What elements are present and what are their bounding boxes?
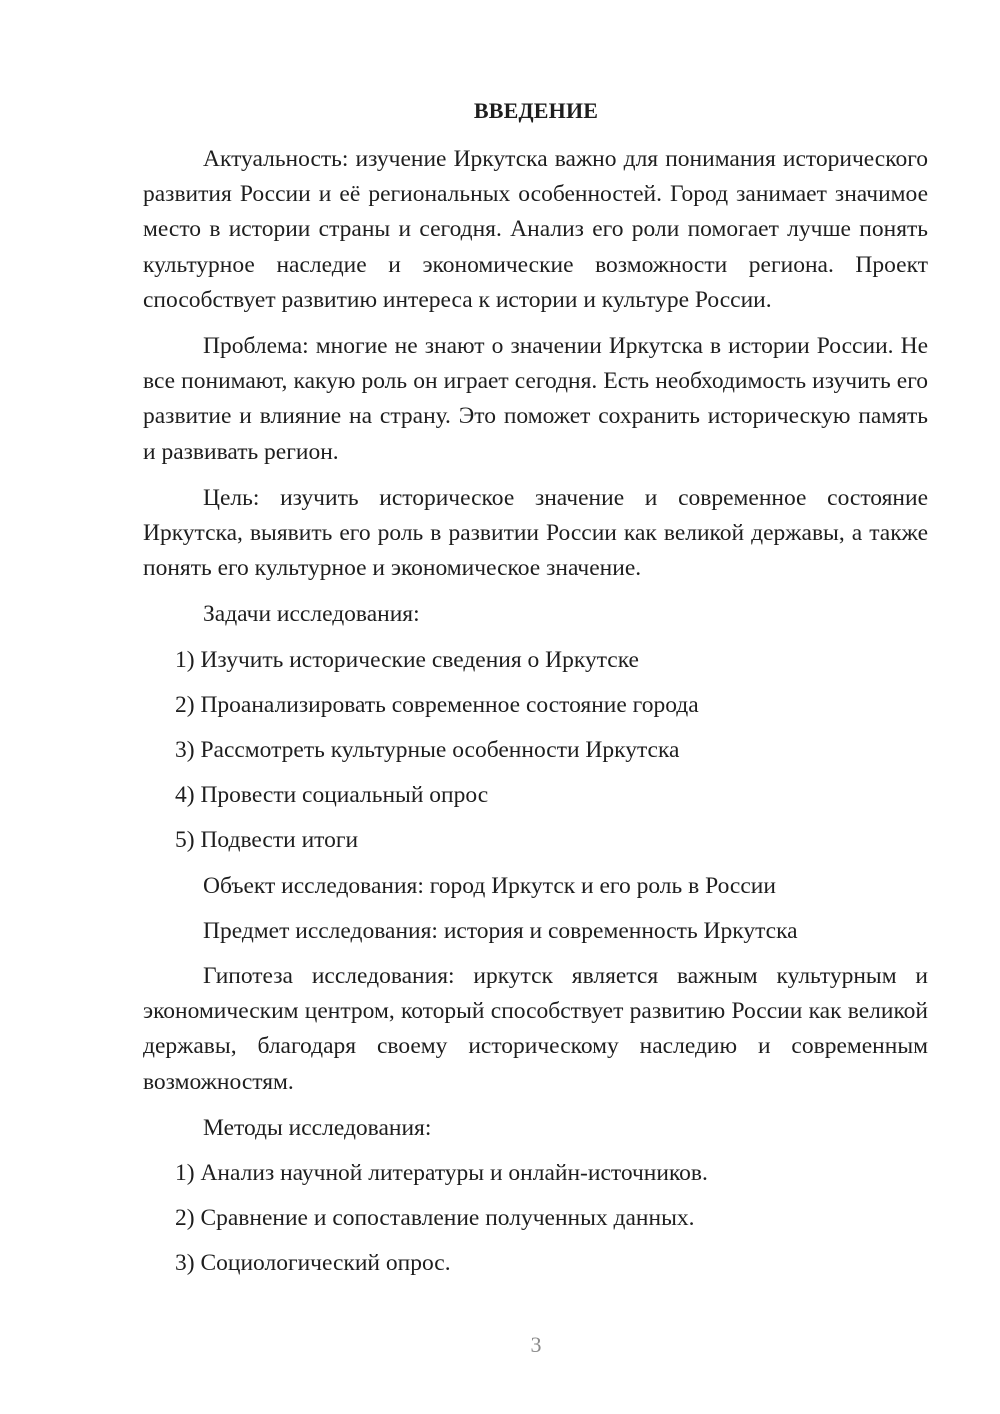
goal-paragraph: Цель: изучить историческое значение и современное состояние Иркутска, выявить его роль в развитии России как великой державы, а также понять его культурное и экономическое значение.: [143, 484, 928, 582]
page-number: 3: [530, 1332, 542, 1357]
relevance-paragraph: Актуальность: изучение Иркутска важно для понимания исторического развития России и её региональных особенностей. Город занимает значимое место в истории страны и сегодня. Анализ его роли помогает лучше понять культурное наследие и экономические возможности региона. Проект способствует развитию интереса к истории и культуре России.: [143, 146, 928, 313]
tasks-heading: Задачи исследования:: [203, 601, 420, 628]
task-item: 1) Изучить исторические сведения о Иркутске: [175, 646, 639, 673]
tasks-list: [143, 643, 928, 859]
task-item: 5) Подвести итоги: [175, 827, 359, 854]
page-title: ВВЕДЕНИЕ: [473, 98, 599, 123]
methods-list: [143, 1156, 928, 1282]
problem-paragraph: Проблема: многие не знают о значении Иркутска в истории России. Не все понимают, какую роль он играет сегодня. Есть необходимость изучить его развитие и влияние на страну. Это поможет сохранить историческую память и развивать регион.: [143, 333, 928, 465]
task-item: 3) Рассмотреть культурные особенности Иркутска: [175, 737, 680, 764]
document-body: [143, 142, 928, 1292]
task-item: 2) Проанализировать современное состояние города: [175, 691, 699, 718]
method-item: 3) Социологический опрос.: [175, 1250, 451, 1277]
method-item: 1) Анализ научной литературы и онлайн-источников.: [175, 1160, 708, 1187]
research-object: Объект исследования: город Иркутск и его роль в России: [203, 872, 776, 899]
method-item: 2) Сравнение и сопоставление полученных данных.: [175, 1205, 695, 1232]
research-subject: Предмет исследования: история и современность Иркутска: [203, 917, 798, 944]
methods-heading: Методы исследования:: [203, 1114, 432, 1141]
task-item: 4) Провести социальный опрос: [175, 782, 489, 809]
hypothesis-paragraph: Гипотеза исследования: иркутск является важным культурным и экономическим центром, который способствует развитию России как великой державы, благодаря своему историческому наследию и современным возможностям.: [143, 963, 928, 1095]
